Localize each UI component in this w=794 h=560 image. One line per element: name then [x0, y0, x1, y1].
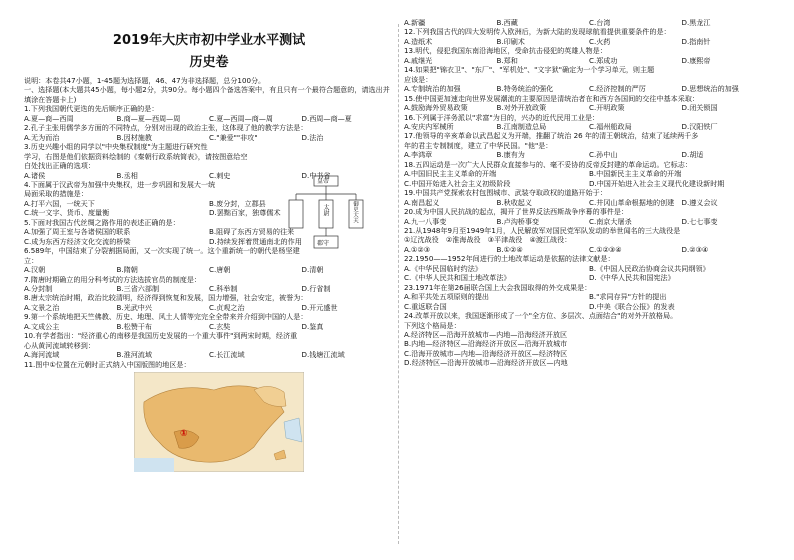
answer-options	[24, 322, 394, 331]
question-stem: 15.使中国更加速走向世界发展潮流的主要原因是清统治者在和西方各国间的交往中基本采取：	[404, 93, 700, 103]
answer-option: C.台湾	[589, 18, 611, 27]
question-stem-continued: 局面采取的措施是：	[24, 189, 88, 199]
answer-option: A.无为而治	[24, 132, 60, 142]
answer-option: D.思想统治的加强	[681, 84, 739, 94]
right-column	[404, 18, 774, 368]
right-question-list	[404, 18, 774, 368]
question-stem-continued: 白处找出正确的选项：	[24, 161, 95, 171]
column-divider	[398, 24, 399, 544]
exam-title: 2019年大庆市初中学业水平测试	[112, 33, 306, 48]
answer-option: A.《中华民国临时约法》	[404, 263, 482, 273]
answer-options	[24, 284, 394, 293]
answer-option: B.《中国人民政治协商会议共同纲领》	[589, 263, 710, 273]
answer-option: A.造纸术	[404, 36, 433, 46]
question-stem: 18.五四运动是一次广大人民群众直接参与的、毫不妥协的反帝反封建的革命运动。它标志：	[404, 159, 692, 169]
answer-option: D.钱塘江流域	[301, 350, 345, 360]
answer-option: A.专制统治的加强	[404, 84, 461, 94]
answer-option: A.打平六国，一统天下	[24, 198, 95, 208]
exam-page	[24, 18, 772, 548]
answer-option: A.南昌起义	[404, 197, 440, 207]
answer-option: B.隋朝	[116, 265, 138, 275]
question-stem: 19.中国共产党探索农村包围城市、武装夺取政权的道路开始于：	[404, 188, 607, 198]
answer-option: D.开元盛世	[301, 302, 338, 312]
question-stem: 2.孔子主张用儒学多方面的不同特点，分别对出现的政治主张，这体现了他的教学方法是：	[24, 123, 308, 133]
answer-options	[404, 150, 774, 159]
answer-options	[24, 265, 394, 274]
answer-option: C.重返联合国	[404, 301, 447, 311]
answer-option: C.井冈山革命根据地的创建	[589, 197, 675, 207]
answer-option: D.清朝	[301, 265, 324, 275]
answer-option: C.开明政策	[589, 103, 625, 113]
answer-options	[404, 169, 774, 178]
exam-subject: 历史卷	[189, 55, 229, 70]
answer-option: A.文景之治	[24, 302, 60, 312]
answer-option: C.长江流域	[209, 350, 245, 360]
answer-option: B.丞相	[116, 170, 138, 180]
answer-options	[404, 245, 774, 254]
answer-options	[404, 84, 774, 93]
question-stem: 5.下面对我国古代丝绸之路作用的表述正确的是：	[24, 217, 180, 227]
diagram-middle: 太尉	[322, 204, 329, 216]
section-title: 一、选择题(本大题共45小题，每小题2分，共90分。每小题四个备选答案中，有且只有一个最符合题意的，请选出并填涂在答题卡上)	[24, 85, 390, 104]
answer-option: D.行省制	[301, 283, 331, 293]
question-stem: 13.明代，侵犯我国东南沿海地区，受命抗击侵犯的英雄人物是：	[404, 46, 607, 56]
answer-option: D.闭关锁国	[681, 103, 718, 113]
answer-option: A.海河流域	[24, 350, 60, 360]
answer-options	[404, 179, 774, 188]
answer-option: C.刺史	[209, 170, 231, 180]
diagram-top: 皇帝	[317, 178, 330, 185]
answer-option: B.光武中兴	[116, 302, 152, 312]
question-stem: 4.下面属于汉武帝为加强中央集权，进一步巩固和发展大一统	[24, 179, 216, 189]
answer-option: D.汉阳铁厂	[681, 121, 718, 131]
answer-option: B.卢沟桥事变	[496, 216, 540, 226]
question-stem: 11.图中①位置在元朝时正式纳入中国版图的地区是：	[24, 359, 191, 369]
answer-option: D.法治	[301, 132, 324, 142]
answer-option: D.中美《联合公报》的发表	[589, 301, 675, 311]
question-stem: 7.隋唐时期确立的用分科考试的方法选拔官员的制度是：	[24, 274, 202, 284]
answer-option: D.黑龙江	[681, 18, 711, 27]
answer-option: D.鉴真	[301, 321, 324, 331]
answer-options	[24, 303, 394, 312]
question-stem: 14.如果把"锦衣卫"、"东厂"、"军机处"、"文字狱"确定为一个学习单元，则主题	[404, 65, 655, 75]
qin-admin-diagram	[286, 174, 366, 252]
answer-options	[404, 122, 774, 131]
answer-option: D.中书省	[301, 170, 331, 180]
yuan-map	[134, 372, 304, 472]
answer-options	[404, 217, 774, 226]
answer-option: D.遵义会议	[681, 197, 718, 207]
answer-option: B."求同存异"方针的提出	[589, 292, 667, 302]
question-stem-continued: 心从黄河流域转移到：	[24, 340, 95, 350]
answer-option: A.中国旧民主主义革命的开端	[404, 169, 497, 179]
answer-option: B.商—夏—西周—周	[116, 113, 181, 123]
answer-option: B.康有为	[496, 150, 525, 160]
answer-option: A.夏—商—西周	[24, 113, 74, 123]
question-stem: 24.改革开放以来，我国逐渐形成了一个"全方位、多层次、点面结合"的对外开放格局。	[404, 311, 678, 321]
answer-option: B.淮河流域	[116, 350, 152, 360]
answer-options	[404, 37, 774, 46]
diagram-right: 御史大夫	[352, 201, 358, 223]
answer-option: A.①②③	[404, 244, 431, 254]
answer-option: C.郑成功	[589, 55, 618, 65]
answer-options	[404, 103, 774, 112]
answer-option: A.和平共处五项原则的提出	[404, 292, 490, 302]
question-stem-continued: 年的君主专制制度，建立了中华民国。"他"是：	[404, 140, 553, 150]
answer-option: C.《中华人民共和国土地改革法》	[404, 273, 511, 283]
question-stem: 23.1971年在第26届联合国上大会我国取得的外交成果是：	[404, 282, 592, 292]
question-stem: 12.下列我国古代的四大发明传入欧洲后，为新大陆的发现球航看提供重要条件的是：	[404, 27, 671, 37]
answer-option: B.特务统治的强化	[496, 84, 554, 94]
answer-options	[404, 302, 774, 311]
answer-option: C.成为东西方经济文化交流的桥梁	[24, 236, 131, 246]
answer-option: A.戚继光	[404, 55, 433, 65]
answer-option: B.西藏	[496, 18, 518, 27]
answer-option: B.江南制造总局	[496, 121, 547, 131]
answer-option: B.郑和	[496, 55, 518, 65]
question-stem: 17.他领导的辛亥革命以武昌起义为开端，推翻了统治 26 年的清王朝统治，结束了延续两千多	[404, 131, 699, 141]
answer-options	[404, 198, 774, 207]
exam-notes: 说明：本卷共47小题，1-45题为选择题，46、47为非选择题，总分100分。	[24, 76, 266, 85]
answer-options	[24, 133, 394, 142]
answer-options	[404, 18, 774, 27]
question-stem: 1.下列我国朝代更迭的先后顺序正确的是：	[24, 104, 159, 114]
question-stem: 20.成为中国人民抗战的起点，揭开了世界反法西斯战争序幕的事件是：	[404, 207, 629, 217]
question-stem: 9.第一个系统地把天竺佛教、历史、地理、风土人情等完完全全带来并介绍到中国的人是：	[24, 312, 308, 322]
answer-options	[404, 292, 774, 301]
answer-option: C.玄奘	[209, 321, 231, 331]
answer-option: C.经济控制的严厉	[589, 84, 646, 94]
answer-option: A.加强了周王室与各诸侯国的联系	[24, 227, 131, 237]
diagram-bottom: 郡守	[317, 240, 330, 247]
answer-option: C.科举制	[209, 283, 238, 293]
answer-option: C.孙中山	[589, 150, 618, 160]
question-stem: 3.历史兴趣小组的同学以"中央集权制度"为主题进行研究性	[24, 142, 208, 152]
question-stem: 10.有学者指出："经济重心的南移是我国历史发展的一个重大事件"到两宋时期，经济重	[24, 331, 298, 341]
answer-options	[404, 264, 774, 273]
question-stem-continued: 下列这个格局是：	[404, 320, 461, 330]
answer-option: C."兼爱""非攻"	[209, 132, 258, 142]
answer-options	[404, 273, 774, 282]
answer-option: B.①②④	[496, 244, 523, 254]
answer-option: D.胡适	[681, 150, 704, 160]
answer-option: D.②③④	[681, 244, 709, 254]
answer-option: A.新疆	[404, 18, 426, 27]
answer-option: B.对外开放政策	[496, 103, 547, 113]
answer-option: D.《中华人民共和国宪法》	[589, 273, 675, 283]
answer-option: C.①②③④	[589, 244, 622, 254]
answer-option: D.西周—商—夏	[301, 113, 352, 123]
answer-option: B.因材施教	[116, 132, 152, 142]
answer-option: B.松赞干布	[116, 321, 152, 331]
answer-options	[404, 56, 774, 65]
question-stem-continued: ①辽沈战役 ②淮海战役 ③平津战役 ④渡江战役：	[404, 235, 572, 245]
answer-option: A.安庆内军械所	[404, 121, 454, 131]
answer-option: B.三省六部制	[116, 283, 160, 293]
answer-option: D.七七事变	[681, 216, 718, 226]
question-stem: 21.从1948年9月至1949年1月，人民解放军对国民党军队发动的举世闻名的三大战役是	[404, 225, 681, 235]
answer-option: B.废分封，立郡县	[209, 198, 266, 208]
answer-option: A.汉朝	[24, 265, 46, 275]
answer-option: C.福州船政局	[589, 121, 632, 131]
answer-option: D.经济特区—沿海开放城市—沿海经济开放区—内地	[404, 358, 568, 368]
answer-option: C.沿海开放城市—内地—沿海经济开放区—经济特区	[404, 348, 568, 358]
answer-option: D.指南针	[681, 36, 711, 46]
answer-option: D.持续发挥着贯通南北的作用	[209, 236, 302, 246]
answer-option: B.阻碍了东西方贸易的往来	[209, 227, 295, 237]
answer-options	[24, 114, 394, 123]
answer-options	[24, 350, 394, 359]
question-stem-continued: 学习，右图是他们依据资料绘制的《秦朝行政系统简表》，请按图意给空	[24, 151, 248, 161]
answer-option: D.康熙帝	[681, 55, 711, 65]
map-graphic	[134, 372, 304, 472]
answer-option: B.中国新民主主义革命的开端	[589, 169, 682, 179]
question-stem: 16.下列属于洋务派以"求富"为目的，兴办的近代民用工业是：	[404, 112, 600, 122]
answer-option: D.中国开始进入社会主义现代化建设新时期	[589, 178, 725, 188]
map-marker: ①	[180, 429, 188, 440]
answer-option: B.内地—经济特区—沿海经济开放区—沿海开放城市	[404, 339, 568, 349]
answer-option: B.印刷术	[496, 36, 525, 46]
answer-option: C.唐朝	[209, 265, 231, 275]
answer-option: D.罢黜百家，独尊儒术	[209, 208, 281, 218]
answer-option: B.秋收起义	[496, 197, 532, 207]
answer-option: C.中国开始进入社会主义初级阶段	[404, 178, 511, 188]
answer-option: A.经济特区—沿海开放城市—内地—沿海经济开放区	[404, 329, 568, 339]
question-stem: 8.唐太宗统治时期，政治比较清明，经济得到恢复和发展，国力增强，社会安定，被誉为：	[24, 293, 308, 303]
answer-option: C.夏—西周—商—周	[209, 113, 273, 123]
answer-option: A.分封制	[24, 283, 53, 293]
answer-option: C.统一文字、货币、度量衡	[24, 208, 110, 218]
question-stem: 22.1950——1952年间进行的土地改革运动是依据的法律文献是：	[404, 254, 615, 264]
answer-option: C.火药	[589, 36, 611, 46]
answer-option: A.诸侯	[24, 170, 46, 180]
question-stem: 6.589年，中国结束了分裂割据局面，又一次实现了统一。这个重新统一的朝代是杨坚建	[24, 246, 300, 256]
answer-option: C.贞观之治	[209, 302, 245, 312]
answer-option: A.李鸿章	[404, 150, 433, 160]
answer-option: A.九一八事变	[404, 216, 447, 226]
question-stem-continued: 应该是：	[404, 74, 433, 84]
answer-option: A.文成公主	[24, 321, 60, 331]
answer-option: C.南京大屠杀	[589, 216, 632, 226]
question-stem-continued: 立：	[24, 255, 39, 265]
answer-option: A.鼓励海外贸易政策	[404, 103, 468, 113]
